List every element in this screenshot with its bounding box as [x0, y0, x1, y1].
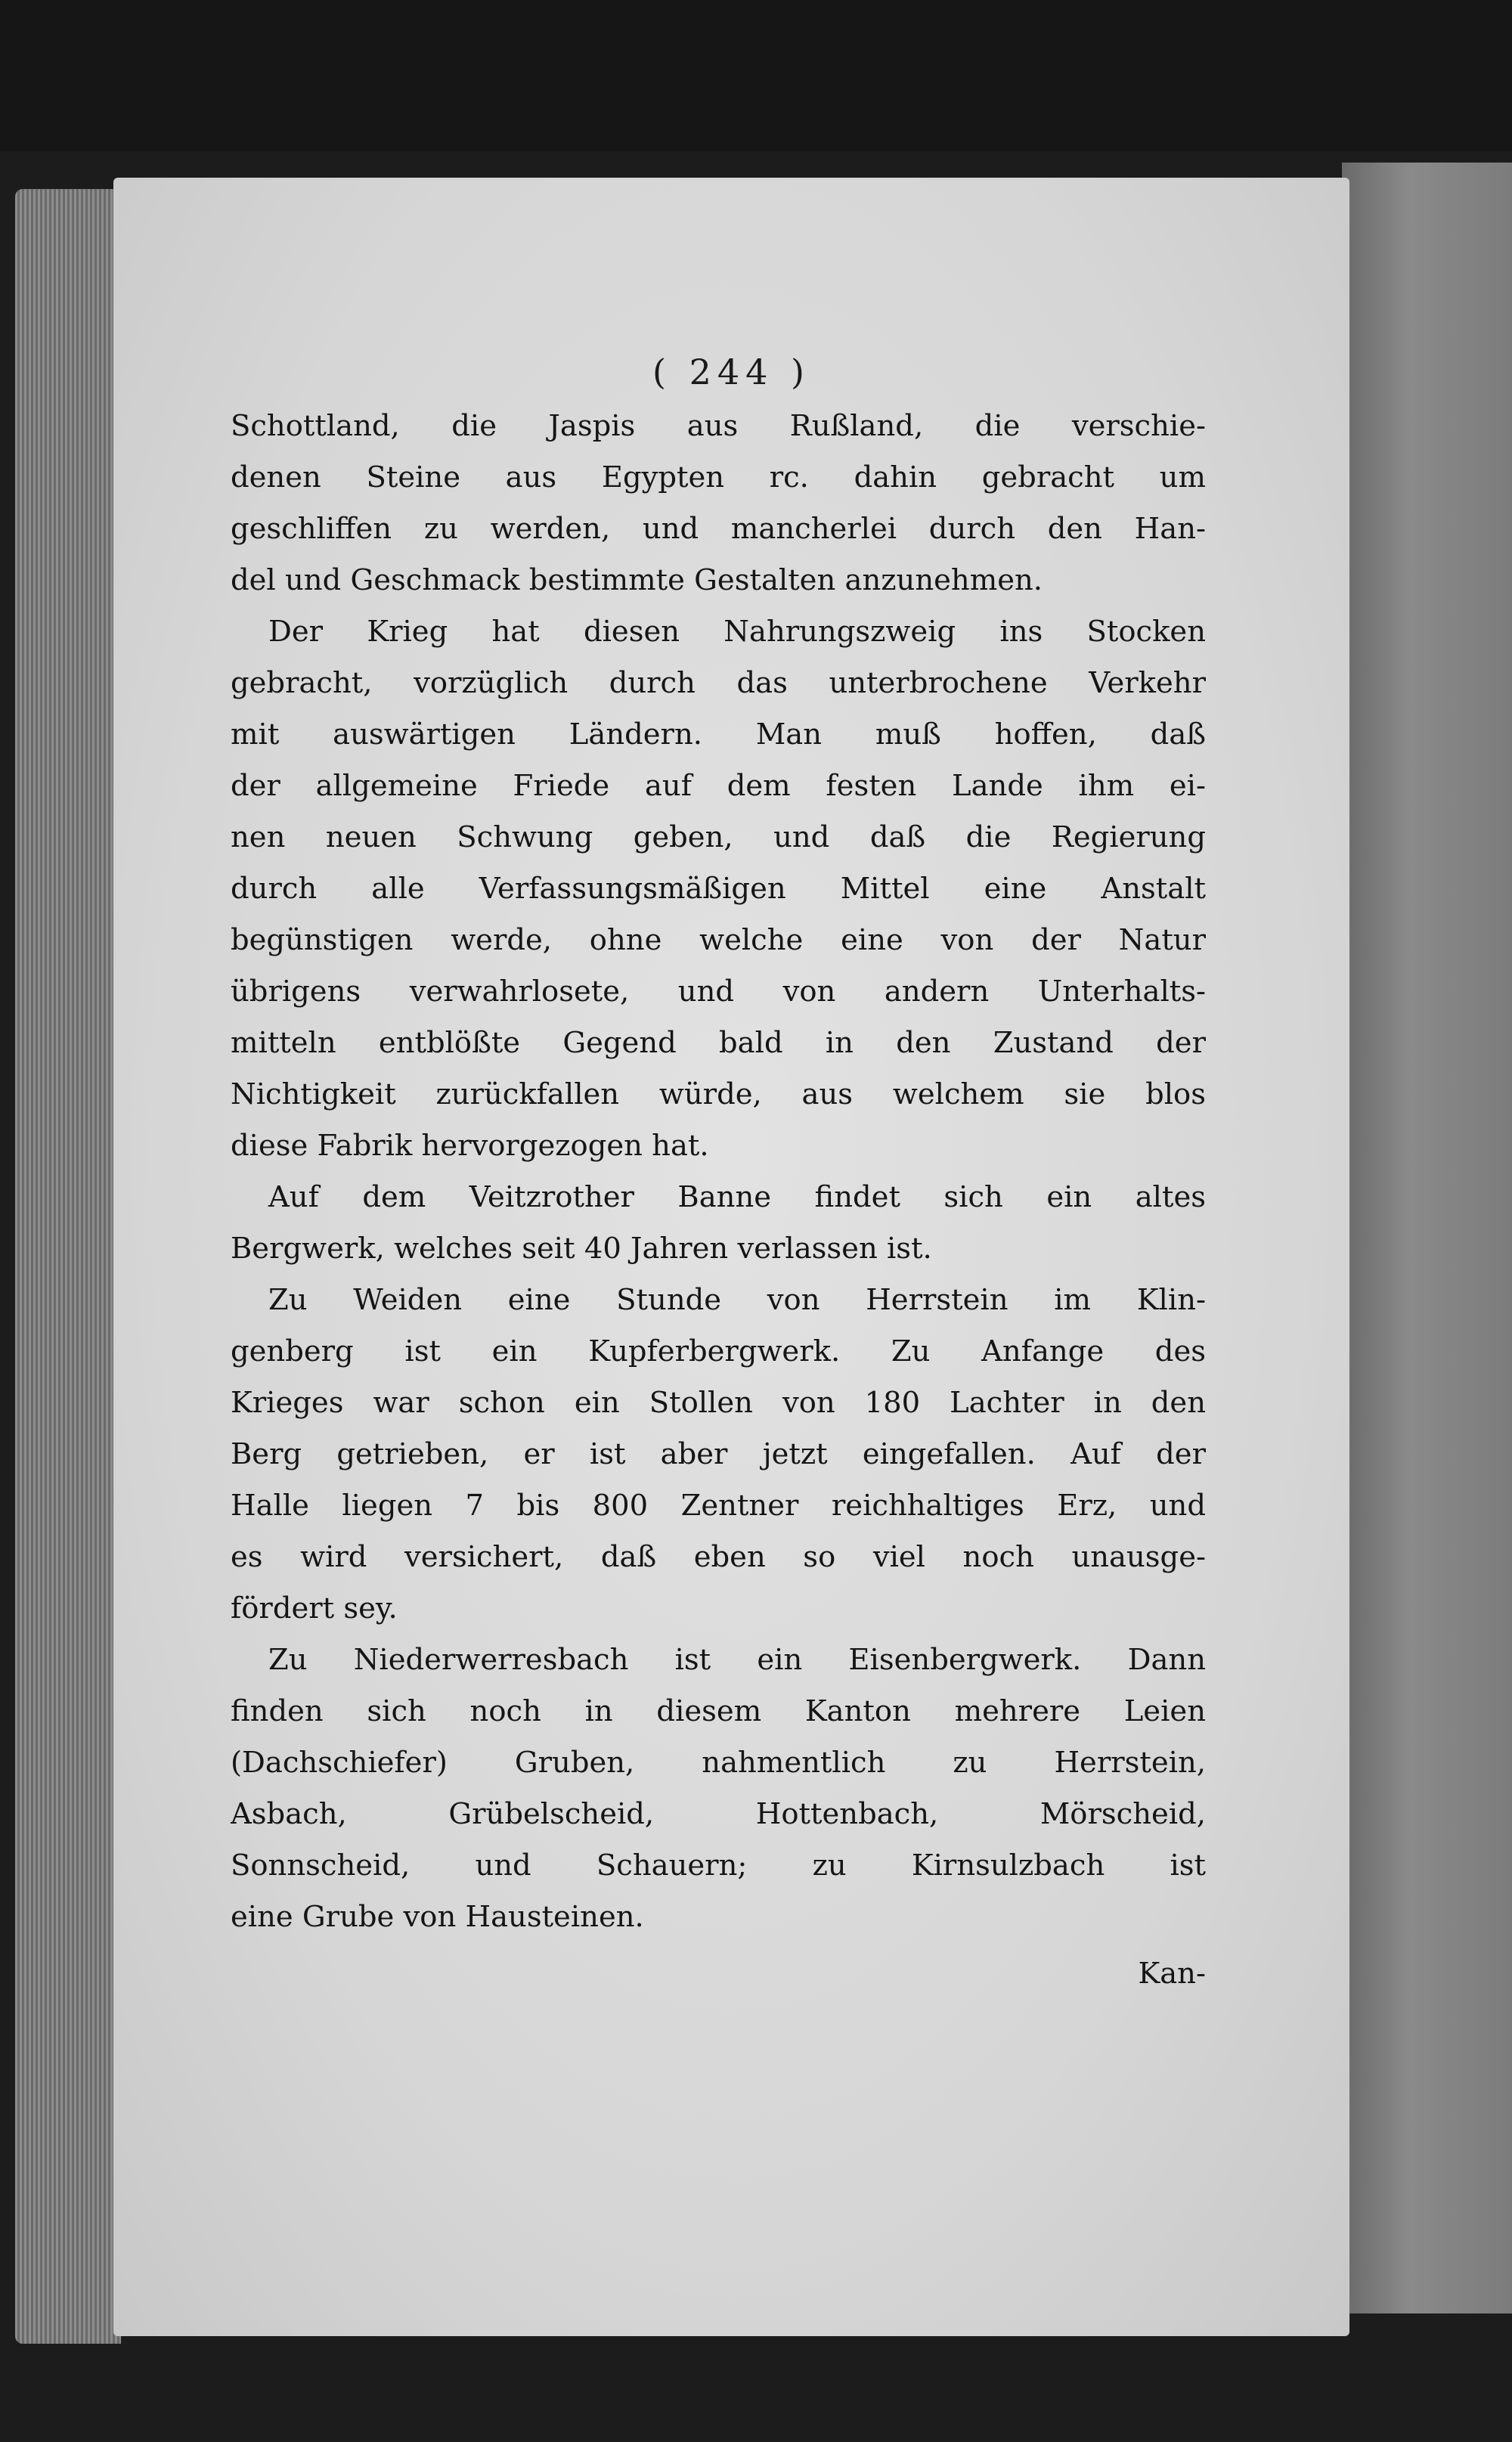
page-number: ( 244 ): [652, 352, 810, 392]
text-line: genberg ist ein Kupferbergwerk. Zu Anfange des: [231, 1334, 1206, 1368]
text-line: del und Geschmack bestimmte Gestalten anzunehmen.: [231, 563, 1043, 597]
scan-background: [0, 0, 1512, 151]
text-line: (Dachschiefer) Gruben, nahmentlich zu Herrstein,: [231, 1746, 1206, 1780]
text-line: Der Krieg hat diesen Nahrungszweig ins Stocken: [268, 615, 1206, 649]
text-line: geschliffen zu werden, und mancherlei durch den Han-: [231, 512, 1206, 546]
text-line: Bergwerk, welches seit 40 Jahren verlassen ist.: [231, 1232, 932, 1266]
text-line: Schottland, die Jaspis aus Rußland, die verschie-: [231, 409, 1206, 443]
text-line: Sonnscheid, und Schauern; zu Kirnsulzbach ist: [231, 1849, 1206, 1883]
text-line: übrigens verwahrlosete, und von andern Unterhalts-: [231, 975, 1206, 1009]
text-line: der allgemeine Friede auf dem festen Lande ihm ei-: [231, 769, 1206, 803]
text-line: Berg getrieben, er ist aber jetzt eingefallen. Auf der: [231, 1437, 1206, 1471]
text-line: Krieges war schon ein Stollen von 180 Lachter in den: [231, 1386, 1206, 1420]
text-line: Halle liegen 7 bis 800 Zentner reichhaltiges Erz, und: [231, 1489, 1206, 1523]
text-line: Zu Weiden eine Stunde von Herrstein im Klin-: [268, 1283, 1206, 1317]
body-text: [231, 401, 1206, 1943]
text-line: mit auswärtigen Ländern. Man muß hoffen, daß: [231, 717, 1206, 752]
text-line: denen Steine aus Egypten rc. dahin gebracht um: [231, 460, 1206, 494]
text-line: Asbach, Grübelscheid, Hottenbach, Mörscheid,: [231, 1797, 1206, 1831]
book-page-edges: [15, 189, 121, 2344]
facing-page-edge: [1342, 163, 1512, 2313]
text-line: diese Fabrik hervorgezogen hat.: [231, 1129, 709, 1163]
text-line: Nichtigkeit zurückfallen würde, aus welchem sie blos: [231, 1077, 1206, 1111]
text-line: gebracht, vorzüglich durch das unterbrochene Verkehr: [231, 666, 1206, 700]
text-line: durch alle Verfassungsmäßigen Mittel eine Anstalt: [231, 872, 1206, 906]
text-line: nen neuen Schwung geben, und daß die Regierung: [231, 820, 1206, 854]
text-line: fördert sey.: [231, 1591, 398, 1625]
text-line: Auf dem Veitzrother Banne findet sich ein altes: [268, 1180, 1206, 1214]
text-line: Zu Niederwerresbach ist ein Eisenbergwerk. Dann: [268, 1643, 1206, 1677]
text-line: finden sich noch in diesem Kanton mehrere Leien: [231, 1694, 1206, 1728]
text-line: begünstigen werde, ohne welche eine von der Natur: [231, 923, 1206, 957]
text-line: es wird versichert, daß eben so viel noch unausge-: [231, 1540, 1206, 1574]
text-line: mitteln entblößte Gegend bald in den Zustand der: [231, 1026, 1206, 1060]
catchword: Kan-: [1138, 1957, 1206, 1991]
text-line: eine Grube von Hausteinen.: [231, 1900, 644, 1934]
